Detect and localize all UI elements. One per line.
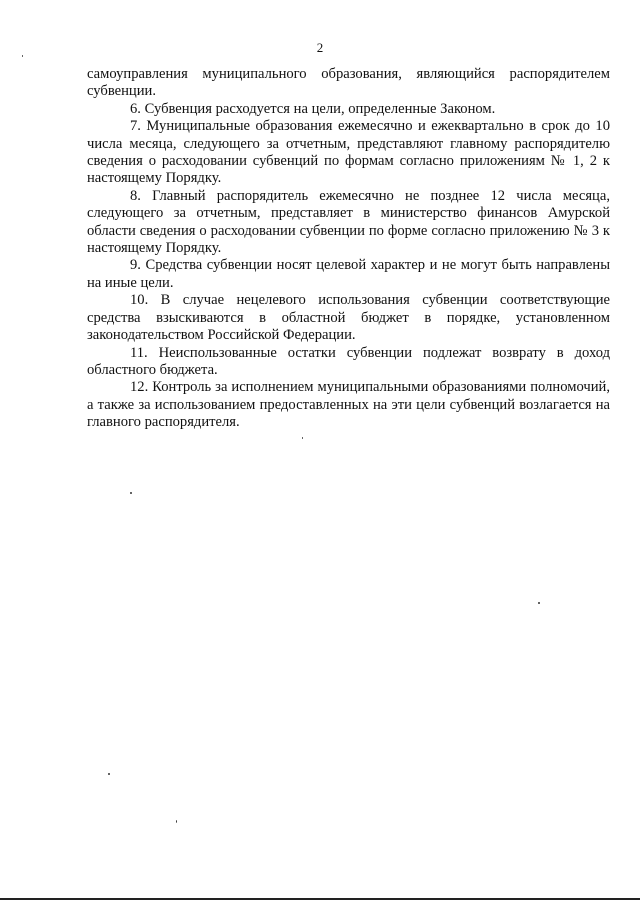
paragraph-6: 6. Субвенция расходуется на цели, определенные Законом. — [130, 100, 496, 117]
scan-speck — [108, 773, 110, 775]
scan-speck — [302, 437, 303, 439]
paragraph-10: 10. В случае нецелевого использования субвенции соответствующие средства взыскиваются в областной бюджет в порядке, установленном законодательством Российской Федерации. — [87, 292, 610, 344]
paragraph-7: 7. Муниципальные образования ежемесячно и ежеквартально в срок до 10 числа месяца, следующего за отчетным, представляют главному распорядителю сведения о расходовании субвенций по формам согласно приложениям № 1, 2 к настоящему Порядку. — [87, 118, 610, 187]
paragraph-8: 8. Главный распорядитель ежемесячно не позднее 12 числа месяца, следующего за отчетным, представляет в министерство финансов Амурской области сведения о расходовании субвенции по форме согласно приложению № 3 к настоящему Порядку. — [87, 187, 610, 257]
scan-speck — [176, 820, 177, 823]
page-number: 2 — [316, 40, 324, 55]
scan-speck — [538, 602, 540, 604]
scan-speck — [22, 55, 23, 57]
document-body — [87, 66, 610, 432]
scan-speck — [130, 492, 132, 494]
paragraph-continuation: самоуправления муниципального образования, являющийся распорядителем субвенции. — [87, 66, 610, 100]
paragraph-11: 11. Неиспользованные остатки субвенции подлежат возврату в доход областного бюджета. — [87, 344, 610, 378]
scan-edge-line — [0, 898, 640, 900]
paragraph-9: 9. Средства субвенции носят целевой характер и не могут быть направлены на иные цели. — [87, 257, 610, 291]
paragraph-12: 12. Контроль за исполнением муниципальными образованиями полномочий, а также за использованием предоставленных на эти цели субвенций возлагается на главного распорядителя. — [87, 379, 610, 431]
